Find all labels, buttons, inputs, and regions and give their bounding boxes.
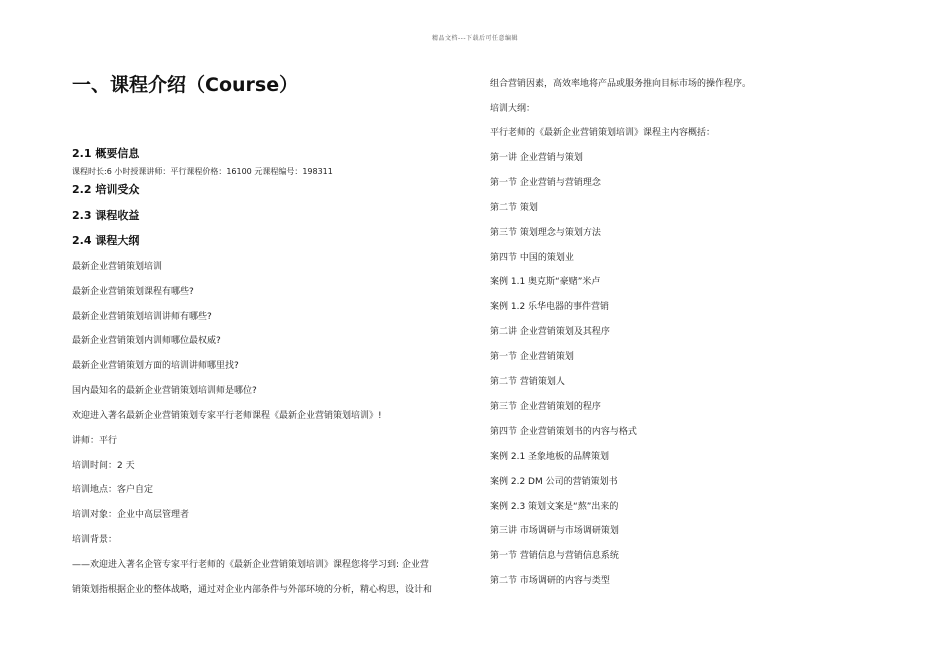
text-line: 销策划指根据企业的整体战略，通过对企业内部条件与外部环境的分析，精心构思，设计和 [72,585,433,595]
text-line: 案例 1.2 乐华电器的事件营销 [490,302,610,312]
text-line: 第三讲 市场调研与市场调研策划 [490,526,619,536]
text-line: 讲师：平行 [72,436,118,446]
text-line: 第一讲 企业营销与策划 [490,153,583,163]
text-line: 培训地点：客户自定 [72,485,154,495]
text-line: 第三节 企业营销策划的程序 [490,402,601,412]
course-meta: 课程时长:6 小时授课讲师：平行课程价格：16100 元课程编号：198311 [72,167,333,176]
text-line: 组合营销因素，高效率地将产品或服务推向目标市场的操作程序。 [490,79,752,89]
text-line: 最新企业营销策划内训师哪位最权威? [72,336,221,346]
text-line: 第一节 企业营销策划 [490,352,574,362]
text-line: 最新企业营销策划培训讲师有哪些? [72,312,212,322]
text-line: 国内最知名的最新企业营销策划培训师是哪位? [72,386,257,396]
text-line: 第二讲 企业营销策划及其程序 [490,327,610,337]
text-line: 第一节 企业营销与营销理念 [490,178,601,188]
text-line: 案例 2.1 圣象地板的品牌策划 [490,452,610,462]
text-line: 案例 2.2 DM 公司的营销策划书 [490,477,618,487]
text-line: 最新企业营销策划方面的培训讲师哪里找? [72,361,239,371]
page-header: 精品文档---下载后可任意编辑 [432,35,518,42]
text-line: 第四节 中国的策划业 [490,253,574,263]
section-heading-overview: 2.1 概要信息 [72,147,140,160]
text-line: 培训对象：企业中高层管理者 [72,510,190,520]
text-line: 第二节 策划 [490,203,538,213]
text-line: 最新企业营销策划课程有哪些? [72,287,194,297]
page-title: 一、课程介绍（Course） [72,74,299,96]
section-heading-audience: 2.2 培训受众 [72,183,140,196]
text-line: 培训背景： [72,535,118,545]
text-line: ——欢迎进入著名企管专家平行老师的《最新企业营销策划培训》课程您将学习到: 企业营 [72,560,429,570]
text-line: 第四节 企业营销策划书的内容与格式 [490,427,637,437]
section-heading-benefits: 2.3 课程收益 [72,209,140,222]
text-line: 培训大纲： [490,104,536,114]
text-line: 最新企业营销策划培训 [72,262,163,272]
text-line: 第二节 营销策划人 [490,377,565,387]
text-line: 第一节 营销信息与营销信息系统 [490,551,619,561]
text-line: 欢迎进入著名最新企业营销策划专家平行老师课程《最新企业营销策划培训》! [72,411,382,421]
text-line: 培训时间：2 天 [72,461,135,471]
text-line: 案例 2.3 策划文案是“熬”出来的 [490,502,619,512]
text-line: 案例 1.1 奥克斯“豪赌”米卢 [490,277,601,287]
section-heading-outline: 2.4 课程大纲 [72,234,140,247]
text-line: 第二节 市场调研的内容与类型 [490,576,610,586]
text-line: 平行老师的《最新企业营销策划培训》课程主内容概括： [490,128,716,138]
text-line: 第三节 策划理念与策划方法 [490,228,601,238]
